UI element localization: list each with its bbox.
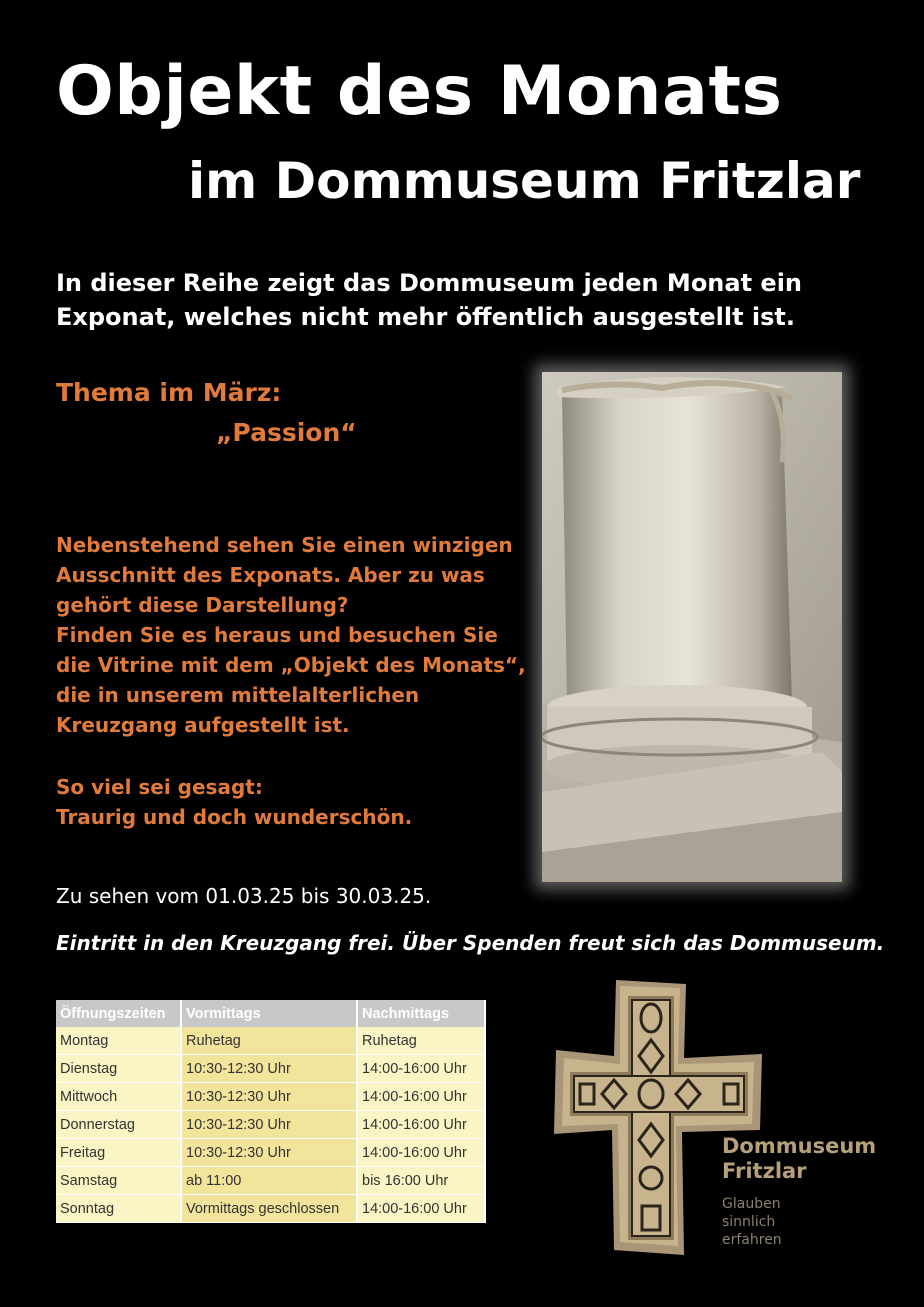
table-row bbox=[56, 1195, 485, 1223]
day-cell: Mittwoch bbox=[56, 1083, 181, 1111]
logo-tagline-line: Glauben bbox=[722, 1196, 781, 1212]
hint-line: So viel sei gesagt: bbox=[56, 775, 263, 799]
day-cell: Samstag bbox=[56, 1167, 181, 1195]
description-line: gehört diese Darstellung? bbox=[56, 593, 349, 617]
morning-cell: ab 11:00 bbox=[181, 1167, 357, 1195]
entry-text: Eintritt in den Kreuzgang frei. Über Spenden freut sich das Dommuseum. bbox=[56, 931, 885, 955]
description-line: Kreuzgang aufgestellt ist. bbox=[56, 713, 350, 737]
header-cell: Nachmittags bbox=[357, 1000, 485, 1027]
table-row bbox=[56, 1027, 485, 1055]
table-row bbox=[56, 1055, 485, 1083]
table-row bbox=[56, 1111, 485, 1139]
hint bbox=[56, 772, 412, 832]
afternoon-cell: 14:00-16:00 Uhr bbox=[357, 1139, 485, 1167]
intro-text: In dieser Reihe zeigt das Dommuseum jeden Monat ein Exponat, welches nicht mehr öffentlich ausgestellt ist. bbox=[56, 269, 803, 331]
day-cell: Montag bbox=[56, 1027, 181, 1055]
day-cell: Sonntag bbox=[56, 1195, 181, 1223]
day-cell: Freitag bbox=[56, 1139, 181, 1167]
table-header-row bbox=[56, 1000, 485, 1027]
header-cell: Vormittags bbox=[181, 1000, 357, 1027]
afternoon-cell: bis 16:00 Uhr bbox=[357, 1167, 485, 1195]
logo-tagline-line: erfahren bbox=[722, 1232, 782, 1248]
hint-line: Traurig und doch wunderschön. bbox=[56, 805, 413, 829]
page-title: Objekt des Monats bbox=[56, 52, 783, 131]
exhibit-photo bbox=[542, 372, 842, 882]
morning-cell: 10:30-12:30 Uhr bbox=[181, 1139, 357, 1167]
morning-cell: 10:30-12:30 Uhr bbox=[181, 1111, 357, 1139]
table-row bbox=[56, 1139, 485, 1167]
description-line: Finden Sie es heraus und besuchen Sie bbox=[56, 623, 498, 647]
column-photo-icon bbox=[542, 372, 842, 882]
header-cell: Öffnungszeiten bbox=[56, 1000, 181, 1027]
description-line: Ausschnitt des Exponats. Aber zu was bbox=[56, 563, 485, 587]
page-subtitle: im Dommuseum Fritzlar bbox=[188, 152, 861, 210]
day-cell: Donnerstag bbox=[56, 1111, 181, 1139]
table-row bbox=[56, 1083, 485, 1111]
logo-wordmark bbox=[722, 1134, 876, 1184]
afternoon-cell: 14:00-16:00 Uhr bbox=[357, 1195, 485, 1223]
description-line: Nebenstehend sehen Sie einen winzigen bbox=[56, 533, 513, 557]
theme-title: „Passion“ bbox=[216, 418, 357, 447]
description-line: die Vitrine mit dem „Objekt des Monats“, bbox=[56, 653, 526, 677]
afternoon-cell: 14:00-16:00 Uhr bbox=[357, 1111, 485, 1139]
logo-name-line: Dommuseum bbox=[722, 1134, 877, 1158]
dates-text: Zu sehen vom 01.03.25 bis 30.03.25. bbox=[56, 884, 432, 908]
description bbox=[56, 530, 536, 740]
afternoon-cell: Ruhetag bbox=[357, 1027, 485, 1055]
logo-tagline bbox=[722, 1195, 782, 1249]
day-cell: Dienstag bbox=[56, 1055, 181, 1083]
logo-name-line: Fritzlar bbox=[722, 1159, 807, 1183]
opening-hours-table bbox=[56, 1000, 486, 1223]
morning-cell: 10:30-12:30 Uhr bbox=[181, 1083, 357, 1111]
theme-label: Thema im März: bbox=[56, 378, 282, 407]
afternoon-cell: 14:00-16:00 Uhr bbox=[357, 1055, 485, 1083]
afternoon-cell: 14:00-16:00 Uhr bbox=[357, 1083, 485, 1111]
table-row bbox=[56, 1167, 485, 1195]
morning-cell: 10:30-12:30 Uhr bbox=[181, 1055, 357, 1083]
morning-cell: Vormittags geschlossen bbox=[181, 1195, 357, 1223]
description-line: die in unserem mittelalterlichen bbox=[56, 683, 420, 707]
logo-tagline-line: sinnlich bbox=[722, 1214, 776, 1230]
morning-cell: Ruhetag bbox=[181, 1027, 357, 1055]
